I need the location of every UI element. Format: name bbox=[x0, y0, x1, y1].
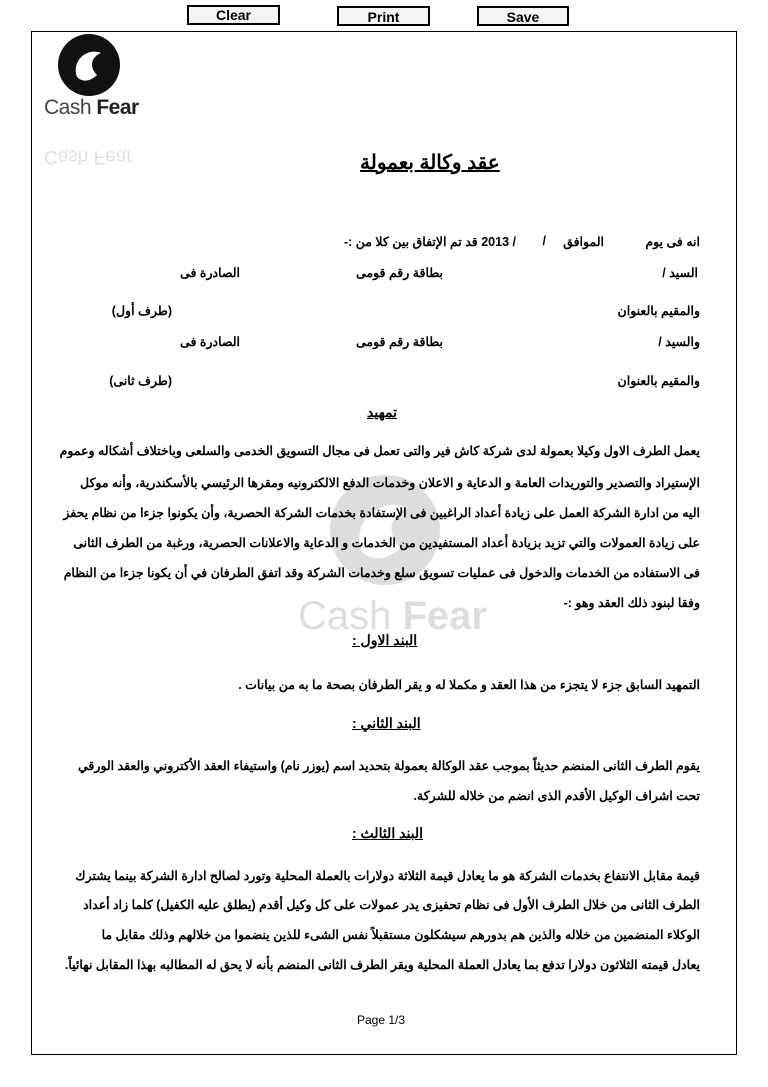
intro-agreement-text: / 2013 قد تم الإتفاق بين كلا من :- bbox=[343, 235, 516, 249]
intro-day-label: انه فى يوم bbox=[645, 235, 700, 249]
preamble-line: اليه من ادارة الشركة العمل على زيادة أعداد الراغبين فى الإستفادة بخدمات الشركة الحصرية، وأن يكونوا جزءا من نظام يحفز bbox=[63, 506, 700, 520]
party2-national-id-label: بطاقة رقم قومى bbox=[355, 335, 443, 349]
party1-national-id-label: بطاقة رقم قومى bbox=[355, 266, 443, 280]
logo-reflection: Cash Fear bbox=[44, 146, 133, 167]
document-title: عقد وكالة بعمولة bbox=[360, 152, 500, 174]
watermark-wordmark: Cash Fear bbox=[298, 594, 487, 638]
clause3-heading: البند الثالث : bbox=[352, 825, 424, 841]
intro-corresponding-label: الموافق bbox=[563, 235, 604, 249]
preamble-line: الإستيراد والتصدير والتوريدات العامة و الدعاية و الاعلان وخدمات الدفع الالكترونيه ومقرها الرئيسي بالأسكندرية، وأنه موكل bbox=[80, 476, 700, 490]
preamble-line: وفقا لبنود ذلك العقد وهو :- bbox=[563, 596, 700, 610]
clear-button[interactable]: Clear bbox=[187, 5, 280, 25]
clause3-line: الوكلاء المنضمين من خلاله والذين هم بدورهم سيشكلون مستقبلاً نفس الشىء للذين ينضموا من خلالهم وذلك مقابل ما bbox=[101, 928, 700, 942]
clause1-heading: البند الاول : bbox=[352, 632, 418, 648]
party1-address-label: والمقيم بالعنوان bbox=[617, 304, 700, 318]
party2-role-label: (طرف ثانى) bbox=[109, 374, 172, 388]
logo-wordmark: Cash Fear bbox=[44, 96, 139, 119]
party1-issued-label: الصادرة فى bbox=[180, 266, 240, 280]
party1-mr-label: السيد / bbox=[662, 266, 698, 280]
preamble-line: فى الاستفاده من الخدمات والدخول فى عمليات تسويق سلع وخدمات الشركة وقد اتفق الطرفان في أن يكونا جزءا من النظام bbox=[63, 566, 700, 580]
print-button[interactable]: Print bbox=[337, 6, 430, 26]
intro-date-slash: / bbox=[542, 234, 546, 248]
clause1-line: التمهيد السابق جزء لا يتجزء من هذا العقد و مكملا له و يقر الطرفان بصحة ما به من بيانات . bbox=[238, 678, 700, 692]
page-number: Page 1/3 bbox=[357, 1013, 406, 1027]
clause3-line: يعادل قيمته الثلاثون دولارا تدفع بما يعادل العملة المحلية ويقر الطرف الثانى المنضم بأنه لا يحق له المطالبه بهذا المقابل نهائياً. bbox=[64, 958, 700, 972]
preamble-heading: تمهيد bbox=[367, 404, 398, 420]
party2-address-label: والمقيم بالعنوان bbox=[617, 374, 700, 388]
preamble-line: يعمل الطرف الاول وكيلا بعمولة لدى شركة كاش فير والتى تعمل فى مجال التسويق الخدمى والسلعى وباختلاف أشكاله وعموم bbox=[59, 444, 700, 458]
clause3-line: قيمة مقابل الانتفاع بخدمات الشركة هو ما يعادل قيمة الثلاثة دولارات بالعملة المحلية وتورد لصالح ادارة الشركة بينما يشترك bbox=[75, 869, 700, 883]
party2-issued-label: الصادرة فى bbox=[180, 335, 240, 349]
clause2-line: تحت اشراف الوكيل الأقدم الذى انضم من خلاله للشركة. bbox=[413, 789, 700, 803]
party2-mr-label: والسيد / bbox=[658, 335, 700, 349]
clause2-heading: البند الثاني : bbox=[352, 715, 421, 731]
clause3-line: الطرف الثانى من خلال الطرف الأول فى نظام تحفيزى يدر عمولات على كل وكيل أقدم (يطلق عليه الكفيل) كلما زاد أعداد bbox=[83, 898, 700, 912]
save-button[interactable]: Save bbox=[477, 6, 569, 26]
clause2-line: يقوم الطرف الثانى المنضم حديثاً بموجب عقد الوكالة بعمولة بتحديد اسم (يوزر نام) واستيفاء العقد الأكتروني والعقد الورقي bbox=[77, 759, 700, 773]
party1-role-label: (طرف أول) bbox=[111, 304, 172, 318]
preamble-line: على زيادة العمولات والتي تزيد بزيادة أعداد المستفيدين من الخدمات و الدعاية والاعلانات الحصرية، ورغبة من الطرف الثانى bbox=[73, 536, 700, 550]
